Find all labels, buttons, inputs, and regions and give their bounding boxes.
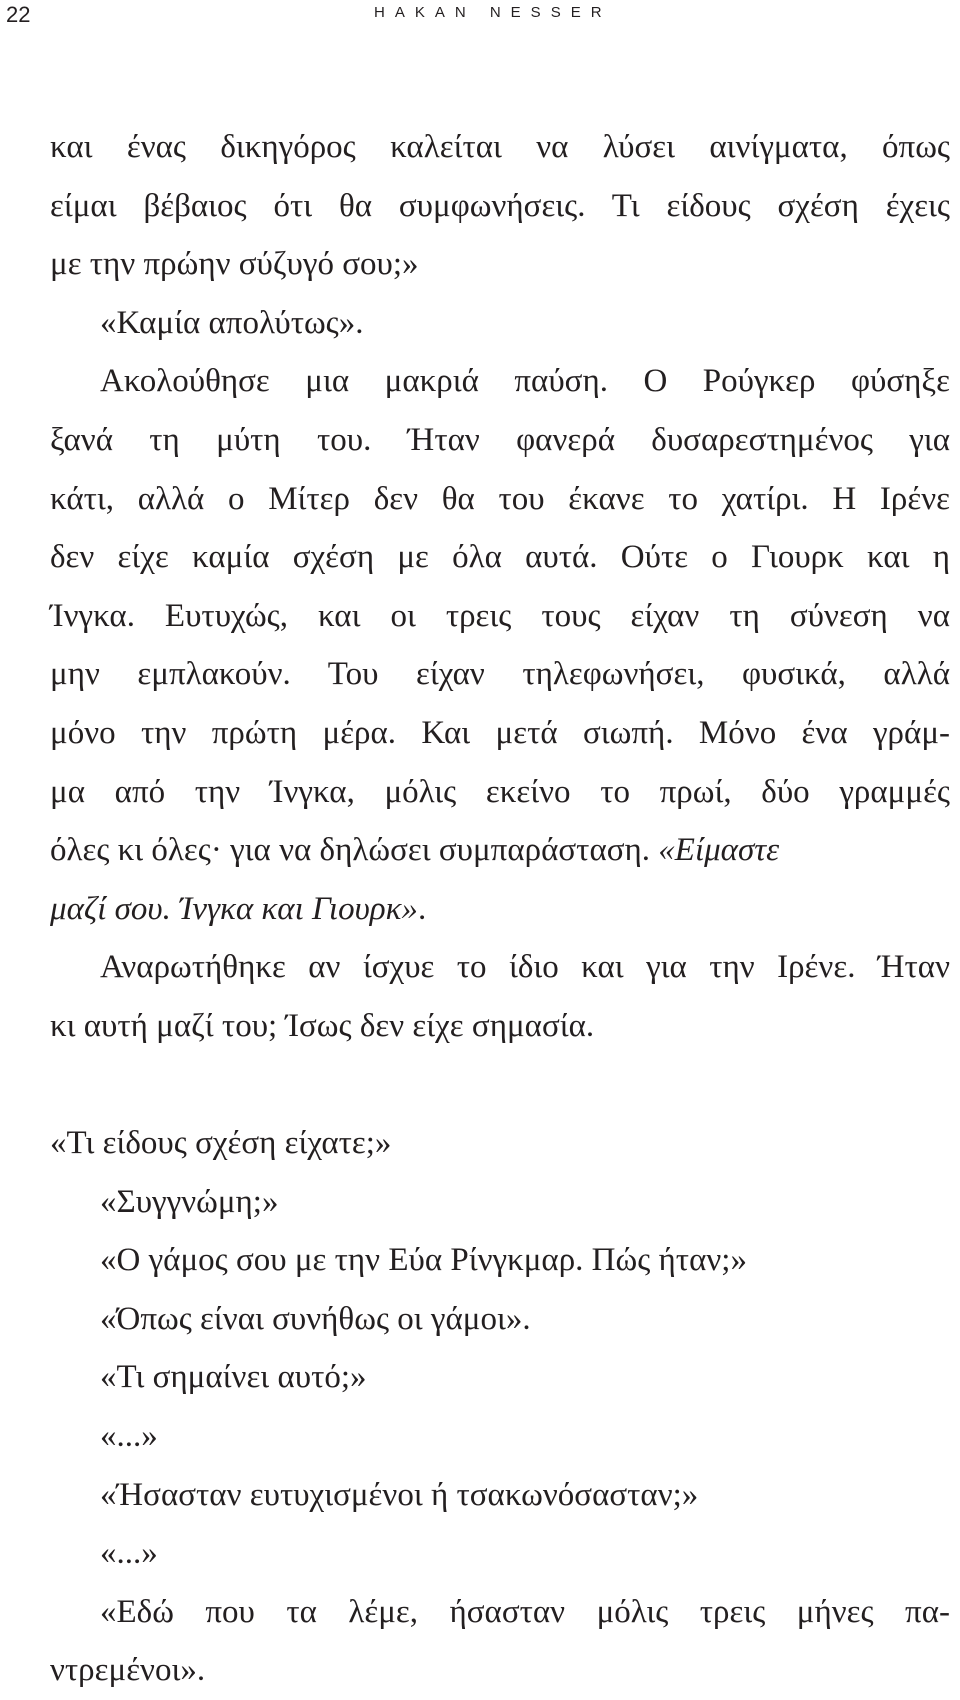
text-segment: . — [417, 890, 427, 927]
text-line: ξανά τη μύτη του. Ήταν φανερά δυσαρεστημένος για — [50, 421, 950, 458]
text-line: και ένας δικηγόρος καλείται να λύσει αινίγματα, όπως — [50, 129, 950, 165]
text-line: κι αυτή μαζί του; Ίσως δεν είχε σημασία. — [50, 1007, 595, 1044]
text-line: δεν είχε καμία σχέση με όλα αυτά. Ούτε ο Γιουρκ και η — [50, 539, 950, 576]
dialogue-line: «Συγγνώμη;» — [100, 1183, 279, 1220]
text-line: Ίνγκα. Ευτυχώς, και οι τρεις τους είχαν τη σύνεση να — [50, 597, 950, 634]
dialogue-line: «Τι σημαίνει αυτό;» — [100, 1359, 367, 1396]
text-segment: όλες κι όλες· για να δηλώσει συμπαράσταση. — [50, 832, 659, 869]
text-line: μόνο την πρώτη μέρα. Και μετά σιωπή. Μόνο ένα γράμ- — [50, 714, 950, 751]
dialogue-line: «...» — [100, 1418, 158, 1455]
text-line: κάτι, αλλά ο Μίτερ δεν θα του έκανε το χατίρι. Η Ιρένε — [50, 480, 950, 517]
dialogue-line: «...» — [100, 1535, 158, 1572]
text-line: μα από την Ίνγκα, μόλις εκείνο το πρωί, δύο γραμμές — [50, 773, 950, 810]
text-line: είμαι βέβαιος ότι θα συμφωνήσεις. Τι είδους σχέση έχεις — [50, 187, 950, 224]
body-text — [50, 118, 950, 1700]
text-line: Αναρωτήθηκε αν ίσχυε το ίδιο και για την Ιρένε. Ήταν — [100, 949, 950, 986]
page-number: 22 — [6, 2, 31, 27]
text-line: μην εμπλακούν. Του είχαν τηλεφωνήσει, φυσικά, αλλά — [50, 656, 950, 693]
italic-quote: μαζί σου. Ίνγκα και Γιουρκ» — [50, 890, 418, 927]
dialogue-line: «Ήσασταν ευτυχισμένοι ή τσακωνόσασταν;» — [100, 1476, 699, 1513]
page-header — [0, 0, 960, 40]
italic-quote: «Είμαστε — [658, 832, 780, 869]
text-line: με την πρώην σύζυγό σου;» — [50, 246, 419, 283]
text-line: «Τι είδους σχέση είχατε;» — [50, 1125, 392, 1162]
text-line — [50, 821, 950, 880]
section-break — [50, 1056, 950, 1115]
dialogue-line: «Όπως είναι συνήθως οι γάμοι». — [100, 1300, 531, 1337]
text-line: Ακολούθησε μια μακριά παύση. Ο Ρούγκερ φύσηξε — [100, 363, 950, 400]
dialogue-line: «Ο γάμος σου με την Εύα Ρίνγκμαρ. Πώς ήταν;» — [100, 1242, 747, 1279]
text-line: «Καμία απολύτως». — [100, 304, 364, 341]
running-head-author: HAKAN NESSER — [374, 4, 612, 21]
text-line: ντρεμένοι». — [50, 1652, 206, 1689]
text-line — [50, 880, 950, 939]
text-line: «Εδώ που τα λέμε, ήσασταν μόλις τρεις μήνες πα- — [100, 1593, 950, 1630]
